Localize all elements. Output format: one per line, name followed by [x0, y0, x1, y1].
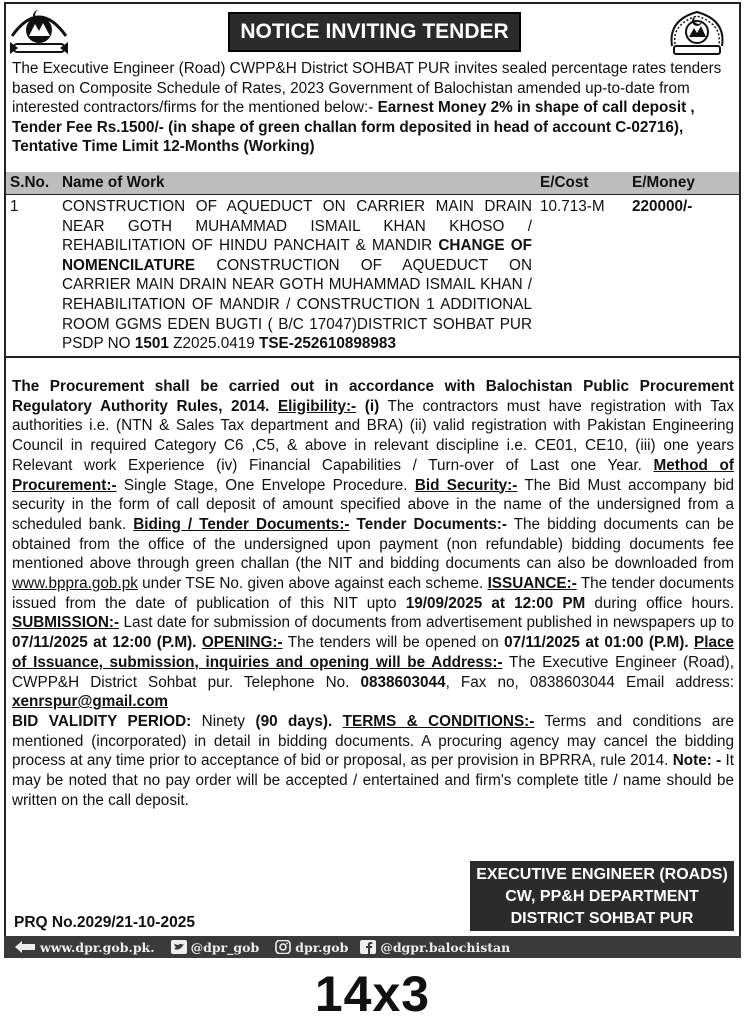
facebook-icon	[360, 940, 376, 954]
method-heading: Method of Procurement:-	[12, 456, 734, 494]
eligibility-item-i: (i)	[356, 397, 380, 415]
footer-facebook-text: @dgpr.balochistan	[380, 939, 511, 955]
intro-text: The Executive Engineer (Road) CWPP&H District SOHBAT PUR invites sealed percentage rates tenders based on Composite Schedule of Rates, 2023 Government of Balochistan amended up-to-date from interested contractors/firms for the mentioned below:-	[12, 60, 722, 117]
opening-date: 07/11/2025 at 01:00 (P.M).	[504, 634, 689, 652]
bid-validity-days: (90 days).	[255, 712, 333, 730]
footer-twitter-text: @dpr_gob	[190, 939, 260, 955]
note-text: It may be noted that no pay order will be accepted / entertained and firm's complete title / name should be written on the call deposit.	[12, 752, 735, 809]
signature-district: DISTRICT SOHBAT PUR	[510, 910, 694, 927]
row-sno: 1	[10, 198, 19, 215]
issuance-text-2: during office hours.	[585, 594, 734, 612]
department-emblem-icon	[666, 6, 728, 58]
footer-website-text: www.dpr.gob.pk.	[40, 939, 155, 955]
signature-block	[470, 861, 734, 931]
bid-validity-heading: BID VALIDITY PERIOD:	[12, 712, 192, 730]
signature-department: CW, PP&H DEPARTMENT	[505, 888, 699, 905]
scheme-code: Z2025.0419	[168, 335, 260, 353]
bppra-website-link[interactable]: www.bppra.gob.pk	[12, 575, 138, 593]
row-e-money: 220000/-	[632, 198, 693, 215]
address-heading: Place of Issuance, submission, inquiries and opening will be Address:-	[12, 634, 735, 671]
procurement-rules: The Procurement shall be carried out in accordance with Balochistan Public Procurement Regulatory Authority Rules, 2014.	[12, 378, 734, 415]
bid-validity-text: Ninety	[191, 712, 256, 730]
col-e-cost: E/Cost	[536, 172, 628, 195]
telephone-number: 0838603044	[360, 673, 446, 691]
table-row	[6, 195, 739, 357]
submission-text: Last date for submission of documents from advertisement published in newspapers up to	[119, 614, 734, 632]
row-work-description	[58, 195, 536, 357]
work-nomenclature-change: CHANGE OF NOMENCILATURE	[62, 237, 532, 274]
work-part-c: CONSTRUCTION OF AQUEDUCT ON CARRIER MAIN DRAIN NEAR GOTH MUHAMMAD ISMAIL KHAN / REHABILITATION OF MANDIR / CONSTRUCTION 1 ADDITIONAL ROOM GGMS EDEN BUGTI ( B/C 17047)DISTRICT SOHBAT PUR PSDP NO	[62, 256, 532, 353]
conditions-body	[12, 377, 734, 810]
work-part-a: CONSTRUCTION OF AQUEDUCT ON CARRIER MAIN DRAIN NEAR GOTH MUHAMMAD ISMAIL KHAN KHOSO / REHABILITATION OF HINDU PANCHAIT & MANDIR	[62, 198, 532, 255]
eligibility-text: The contractors must have registration with Tax authorities i.e. (NTN & Sales Tax department and BRA) (ii) valid registration with Pakistan Engineering Council in required Category C6 ,C5, & above in relevant discipline i.e. CE01, CE10, (iii) one years Relevant work Experience (iv) Financial Capabilities / Turn-over of Last one Year.	[12, 397, 734, 474]
documents-text: The bidding documents can be obtained from the office of the undersigned upon payment (non refundable) bidding documents fee mentioned above through green challan (the NIT and bidding documents can also be downloaded from	[12, 515, 735, 573]
col-e-money: E/Money	[628, 172, 739, 195]
eligibility-heading: Eligibility:-	[277, 397, 357, 415]
row-e-cost: 10.713-M	[540, 198, 605, 215]
submission-date: 07/11/2025 at 12:00 (P.M).	[12, 634, 197, 652]
col-name-of-work: Name of Work	[58, 172, 536, 195]
issuance-text: The tender documents issued from the date of publication of this NIT upto	[12, 575, 734, 612]
table-header-row	[6, 172, 739, 195]
notice-title: NOTICE INVITING TENDER	[228, 12, 521, 52]
opening-text: The tenders will be opened on	[282, 634, 505, 652]
documents-text-2: under TSE No. given above against each scheme.	[137, 575, 484, 593]
footer-bar	[4, 936, 741, 958]
method-text: Single Stage, One Envelope Procedure.	[116, 476, 408, 494]
works-table	[6, 172, 739, 358]
bid-security-text: The Bid Must accompany bid security in the form of call deposit of amount specified above in the name of the undersigned from a scheduled bank.	[12, 476, 734, 533]
opening-heading: OPENING:-	[201, 634, 283, 652]
balochistan-emblem-icon	[8, 6, 70, 58]
instagram-icon	[275, 940, 291, 954]
footer-twitter[interactable]	[171, 940, 260, 955]
footer-instagram[interactable]	[275, 940, 348, 955]
ad-size-label: 14x3	[314, 966, 431, 1022]
psdp-number: 1501	[134, 335, 169, 353]
tse-number: TSE-252610898983	[259, 335, 396, 353]
submission-heading: SUBMISSION:-	[12, 614, 120, 632]
bid-security-heading: Bid Security:-	[414, 476, 518, 494]
footer-instagram-text: dpr.gob	[295, 939, 349, 955]
issuance-date: 19/09/2025 at 12:00 PM	[405, 594, 586, 612]
dpr-logo-icon	[14, 940, 36, 954]
footer-facebook[interactable]	[360, 940, 510, 955]
col-sno: S.No.	[6, 172, 58, 195]
note-heading: Note: -	[672, 752, 722, 770]
intro-terms: Earnest Money 2% in shape of call deposit , Tender Fee Rs.1500/- (in shape of green challan form deposited in head of account C-02716), Tentative Time Limit 12-Months (Working)	[12, 99, 695, 156]
tender-documents-label: Tender Documents:-	[349, 515, 507, 533]
signature-title: EXECUTIVE ENGINEER (ROADS)	[476, 866, 728, 883]
terms-heading: TERMS & CONDITIONS:-	[342, 712, 535, 730]
address-text: The Executive Engineer (Road), CWPP&H District Sohbat pur. Telephone No.	[12, 653, 734, 691]
prq-number: PRQ No.2029/21-10-2025	[14, 914, 195, 931]
footer-website[interactable]	[14, 940, 155, 955]
email-link[interactable]: xenrspur@gmail.com	[12, 693, 169, 711]
documents-heading: Biding / Tender Documents:-	[133, 515, 350, 533]
twitter-icon	[171, 940, 187, 954]
intro-paragraph	[12, 59, 734, 157]
issuance-heading: ISSUANCE:-	[487, 575, 577, 593]
terms-text: Terms and conditions are mentioned (incorporated) in detail in bidding documents. A procuring agency may cancel the bidding process at any time prior to acceptance of bid or proposal, as per provision in BPRRA, rule 2014.	[12, 712, 734, 770]
address-text-2: , Fax no, 0838603044 Email address:	[445, 673, 734, 691]
